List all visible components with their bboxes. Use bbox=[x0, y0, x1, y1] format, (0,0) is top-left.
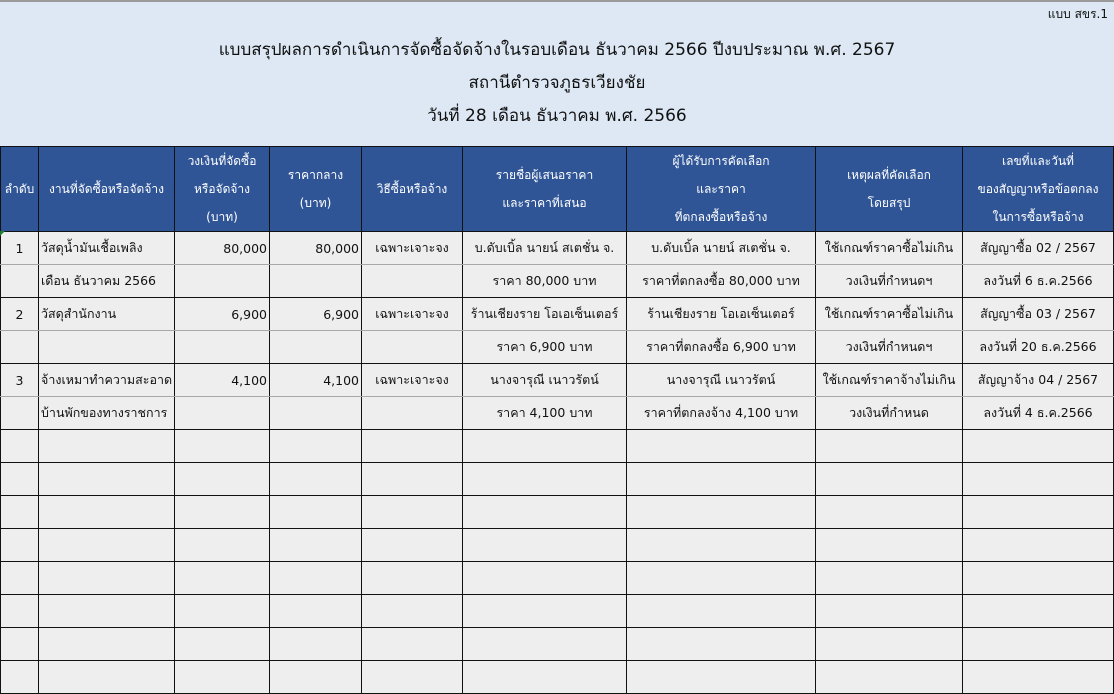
empty-cell[interactable] bbox=[175, 496, 270, 529]
empty-cell[interactable] bbox=[362, 562, 463, 595]
form-code: แบบ สขร.1 bbox=[1047, 7, 1108, 21]
empty-cell[interactable] bbox=[816, 496, 963, 529]
empty-cell[interactable] bbox=[1, 661, 39, 694]
col-header-selected: ผู้ได้รับการคัดเลือก และราคา ที่ตกลงซื้อหรือจ้าง bbox=[627, 147, 816, 232]
table-row bbox=[1, 298, 1114, 331]
report-title-area bbox=[0, 0, 1114, 146]
empty-cell[interactable] bbox=[1, 496, 39, 529]
cell-contract[interactable]: สัญญาซื้อ 03 / 2567 bbox=[963, 298, 1114, 331]
empty-cell[interactable] bbox=[627, 595, 816, 628]
empty-cell[interactable] bbox=[270, 661, 362, 694]
col-header-contract: เลขที่และวันที่ ของสัญญาหรือข้อตกลง ในการซื้อหรือจ้าง bbox=[963, 147, 1114, 232]
empty-cell[interactable] bbox=[39, 628, 175, 661]
cell-bidder-price[interactable]: ราคา 6,900 บาท bbox=[463, 331, 627, 364]
empty-cell[interactable] bbox=[963, 496, 1114, 529]
empty-cell[interactable] bbox=[463, 562, 627, 595]
cell-selected[interactable]: นางจารุณี เนาวรัตน์ bbox=[627, 364, 816, 397]
empty-cell[interactable] bbox=[1, 595, 39, 628]
cell-median-price[interactable]: 6,900 bbox=[270, 298, 362, 331]
cell-bidder[interactable]: นางจารุณี เนาวรัตน์ bbox=[463, 364, 627, 397]
empty-cell[interactable] bbox=[816, 661, 963, 694]
empty-cell[interactable] bbox=[463, 496, 627, 529]
empty-cell[interactable] bbox=[270, 463, 362, 496]
cell-bidder-price[interactable]: ราคา 80,000 บาท bbox=[463, 265, 627, 298]
empty-cell[interactable] bbox=[362, 661, 463, 694]
cell-selected-price[interactable]: ราคาที่ตกลงจ้าง 4,100 บาท bbox=[627, 397, 816, 430]
cell-contract[interactable]: สัญญาซื้อ 02 / 2567 bbox=[963, 232, 1114, 265]
col-header-reason: เหตุผลที่คัดเลือก โดยสรุป bbox=[816, 147, 963, 232]
cell-no[interactable]: 3 bbox=[1, 364, 39, 397]
cell-bidder[interactable]: บ.ดับเบิ้ล นายน์ สเตชั่น จ. bbox=[463, 232, 627, 265]
empty-cell[interactable] bbox=[270, 430, 362, 463]
empty-row bbox=[1, 529, 1114, 562]
cell-reason[interactable]: วงเงินที่กำหนดฯ bbox=[816, 331, 963, 364]
empty-cell[interactable] bbox=[39, 562, 175, 595]
empty-cell[interactable] bbox=[362, 496, 463, 529]
empty-row bbox=[1, 463, 1114, 496]
empty-cell[interactable] bbox=[362, 628, 463, 661]
empty-cell[interactable] bbox=[963, 430, 1114, 463]
cell-error-indicator bbox=[0, 231, 5, 236]
empty-row bbox=[1, 430, 1114, 463]
cell-contract-date[interactable]: ลงวันที่ 20 ธ.ค.2566 bbox=[963, 331, 1114, 364]
cell-bidder[interactable]: ร้านเชียงราย โอเอเซ็นเตอร์ bbox=[463, 298, 627, 331]
empty-cell[interactable] bbox=[270, 529, 362, 562]
empty-cell[interactable] bbox=[963, 661, 1114, 694]
col-header-budget: วงเงินที่จัดซื้อ หรือจัดจ้าง (บาท) bbox=[175, 147, 270, 232]
cell-median-price[interactable] bbox=[270, 397, 362, 430]
table-row-continuation bbox=[1, 331, 1114, 364]
cell-item[interactable]: จ้างเหมาทำความสะอาด bbox=[39, 364, 175, 397]
cell-contract[interactable]: สัญญาจ้าง 04 / 2567 bbox=[963, 364, 1114, 397]
empty-cell[interactable] bbox=[270, 628, 362, 661]
empty-cell[interactable] bbox=[963, 562, 1114, 595]
empty-cell[interactable] bbox=[39, 595, 175, 628]
empty-cell[interactable] bbox=[270, 496, 362, 529]
cell-method[interactable] bbox=[362, 265, 463, 298]
cell-item[interactable]: บ้านพักของทางราชการ bbox=[39, 397, 175, 430]
report-date: วันที่ 28 เดือน ธันวาคม พ.ศ. 2566 bbox=[427, 106, 687, 126]
empty-cell[interactable] bbox=[362, 529, 463, 562]
empty-cell[interactable] bbox=[816, 463, 963, 496]
empty-cell[interactable] bbox=[463, 529, 627, 562]
empty-cell[interactable] bbox=[175, 628, 270, 661]
empty-cell[interactable] bbox=[627, 628, 816, 661]
cell-bidder-price[interactable]: ราคา 4,100 บาท bbox=[463, 397, 627, 430]
empty-cell[interactable] bbox=[816, 529, 963, 562]
empty-cell[interactable] bbox=[963, 628, 1114, 661]
cell-budget[interactable] bbox=[175, 265, 270, 298]
cell-budget[interactable]: 80,000 bbox=[175, 232, 270, 265]
empty-row bbox=[1, 562, 1114, 595]
cell-item[interactable] bbox=[39, 331, 175, 364]
cell-median-price[interactable] bbox=[270, 331, 362, 364]
empty-cell[interactable] bbox=[175, 430, 270, 463]
empty-cell[interactable] bbox=[816, 595, 963, 628]
cell-selected-price[interactable]: ราคาที่ตกลงซื้อ 80,000 บาท bbox=[627, 265, 816, 298]
cell-reason[interactable]: ใช้เกณฑ์ราคาซื้อไม่เกิน bbox=[816, 298, 963, 331]
empty-cell[interactable] bbox=[627, 430, 816, 463]
empty-cell[interactable] bbox=[362, 430, 463, 463]
empty-cell[interactable] bbox=[39, 661, 175, 694]
empty-cell[interactable] bbox=[39, 430, 175, 463]
col-header-bidders: รายชื่อผู้เสนอราคา และราคาที่เสนอ bbox=[463, 147, 627, 232]
empty-row bbox=[1, 628, 1114, 661]
col-header-item: งานที่จัดซื้อหรือจัดจ้าง bbox=[39, 147, 175, 232]
empty-cell[interactable] bbox=[463, 628, 627, 661]
cell-no[interactable] bbox=[1, 331, 39, 364]
table-row-continuation bbox=[1, 265, 1114, 298]
table-row bbox=[1, 232, 1114, 265]
cell-reason[interactable]: ใช้เกณฑ์ราคาซื้อไม่เกิน bbox=[816, 232, 963, 265]
cell-method[interactable]: เฉพาะเจาะจง bbox=[362, 364, 463, 397]
empty-cell[interactable] bbox=[39, 529, 175, 562]
empty-cell[interactable] bbox=[270, 595, 362, 628]
cell-median-price[interactable] bbox=[270, 265, 362, 298]
cell-item[interactable]: เดือน ธันวาคม 2566 bbox=[39, 265, 175, 298]
table-row bbox=[1, 364, 1114, 397]
empty-cell[interactable] bbox=[816, 628, 963, 661]
cell-reason[interactable]: ใช้เกณฑ์ราคาจ้างไม่เกิน bbox=[816, 364, 963, 397]
empty-cell[interactable] bbox=[627, 562, 816, 595]
empty-row bbox=[1, 661, 1114, 694]
empty-row bbox=[1, 496, 1114, 529]
cell-budget[interactable] bbox=[175, 397, 270, 430]
col-header-no: ลำดับ bbox=[1, 147, 39, 232]
cell-no[interactable]: 2 bbox=[1, 298, 39, 331]
col-header-median-price: ราคากลาง (บาท) bbox=[270, 147, 362, 232]
cell-item[interactable]: วัสดุน้ำมันเชื้อเพลิง bbox=[39, 232, 175, 265]
agency-name: สถานีตำรวจภูธรเวียงชัย bbox=[468, 73, 646, 93]
cell-reason[interactable]: วงเงินที่กำหนด bbox=[816, 397, 963, 430]
empty-cell[interactable] bbox=[175, 595, 270, 628]
empty-cell[interactable] bbox=[816, 562, 963, 595]
report-title: แบบสรุปผลการดำเนินการจัดซื้อจัดจ้างในรอบเดือน ธันวาคม 2566 ปีงบประมาณ พ.ศ. 2567 bbox=[218, 40, 896, 60]
empty-cell[interactable] bbox=[463, 595, 627, 628]
empty-cell[interactable] bbox=[39, 496, 175, 529]
cell-contract-date[interactable]: ลงวันที่ 6 ธ.ค.2566 bbox=[963, 265, 1114, 298]
cell-selected[interactable]: ร้านเชียงราย โอเอเซ็นเตอร์ bbox=[627, 298, 816, 331]
cell-median-price[interactable]: 4,100 bbox=[270, 364, 362, 397]
cell-no[interactable] bbox=[1, 397, 39, 430]
empty-cell[interactable] bbox=[175, 463, 270, 496]
empty-cell[interactable] bbox=[463, 661, 627, 694]
empty-cell[interactable] bbox=[1, 628, 39, 661]
empty-cell[interactable] bbox=[627, 463, 816, 496]
empty-cell[interactable] bbox=[963, 529, 1114, 562]
cell-median-price[interactable]: 80,000 bbox=[270, 232, 362, 265]
cell-budget[interactable]: 4,100 bbox=[175, 364, 270, 397]
cell-method[interactable] bbox=[362, 331, 463, 364]
empty-cell[interactable] bbox=[175, 529, 270, 562]
cell-no[interactable]: 1 bbox=[1, 232, 39, 265]
empty-cell[interactable] bbox=[1, 562, 39, 595]
empty-row bbox=[1, 595, 1114, 628]
empty-cell[interactable] bbox=[362, 595, 463, 628]
empty-cell[interactable] bbox=[362, 463, 463, 496]
cell-budget[interactable] bbox=[175, 331, 270, 364]
empty-cell[interactable] bbox=[270, 562, 362, 595]
cell-item[interactable]: วัสดุสำนักงาน bbox=[39, 298, 175, 331]
empty-cell[interactable] bbox=[463, 463, 627, 496]
cell-method[interactable]: เฉพาะเจาะจง bbox=[362, 232, 463, 265]
cell-selected-price[interactable]: ราคาที่ตกลงซื้อ 6,900 บาท bbox=[627, 331, 816, 364]
empty-cell[interactable] bbox=[1, 463, 39, 496]
table-header-row bbox=[1, 147, 1114, 232]
empty-cell[interactable] bbox=[175, 661, 270, 694]
cell-method[interactable] bbox=[362, 397, 463, 430]
col-header-method: วิธีซื้อหรือจ้าง bbox=[362, 147, 463, 232]
cell-contract-date[interactable]: ลงวันที่ 4 ธ.ค.2566 bbox=[963, 397, 1114, 430]
empty-cell[interactable] bbox=[1, 529, 39, 562]
table-row-continuation bbox=[1, 397, 1114, 430]
empty-cell[interactable] bbox=[1, 430, 39, 463]
empty-cell[interactable] bbox=[627, 529, 816, 562]
cell-method[interactable]: เฉพาะเจาะจง bbox=[362, 298, 463, 331]
empty-cell[interactable] bbox=[175, 562, 270, 595]
cell-budget[interactable]: 6,900 bbox=[175, 298, 270, 331]
empty-cell[interactable] bbox=[816, 430, 963, 463]
empty-cell[interactable] bbox=[463, 430, 627, 463]
empty-cell[interactable] bbox=[963, 463, 1114, 496]
empty-cell[interactable] bbox=[627, 496, 816, 529]
cell-selected[interactable]: บ.ดับเบิ้ล นายน์ สเตชั่น จ. bbox=[627, 232, 816, 265]
procurement-table bbox=[0, 146, 1114, 694]
cell-no[interactable] bbox=[1, 265, 39, 298]
empty-cell[interactable] bbox=[963, 595, 1114, 628]
cell-reason[interactable]: วงเงินที่กำหนดฯ bbox=[816, 265, 963, 298]
empty-cell[interactable] bbox=[627, 661, 816, 694]
empty-cell[interactable] bbox=[39, 463, 175, 496]
